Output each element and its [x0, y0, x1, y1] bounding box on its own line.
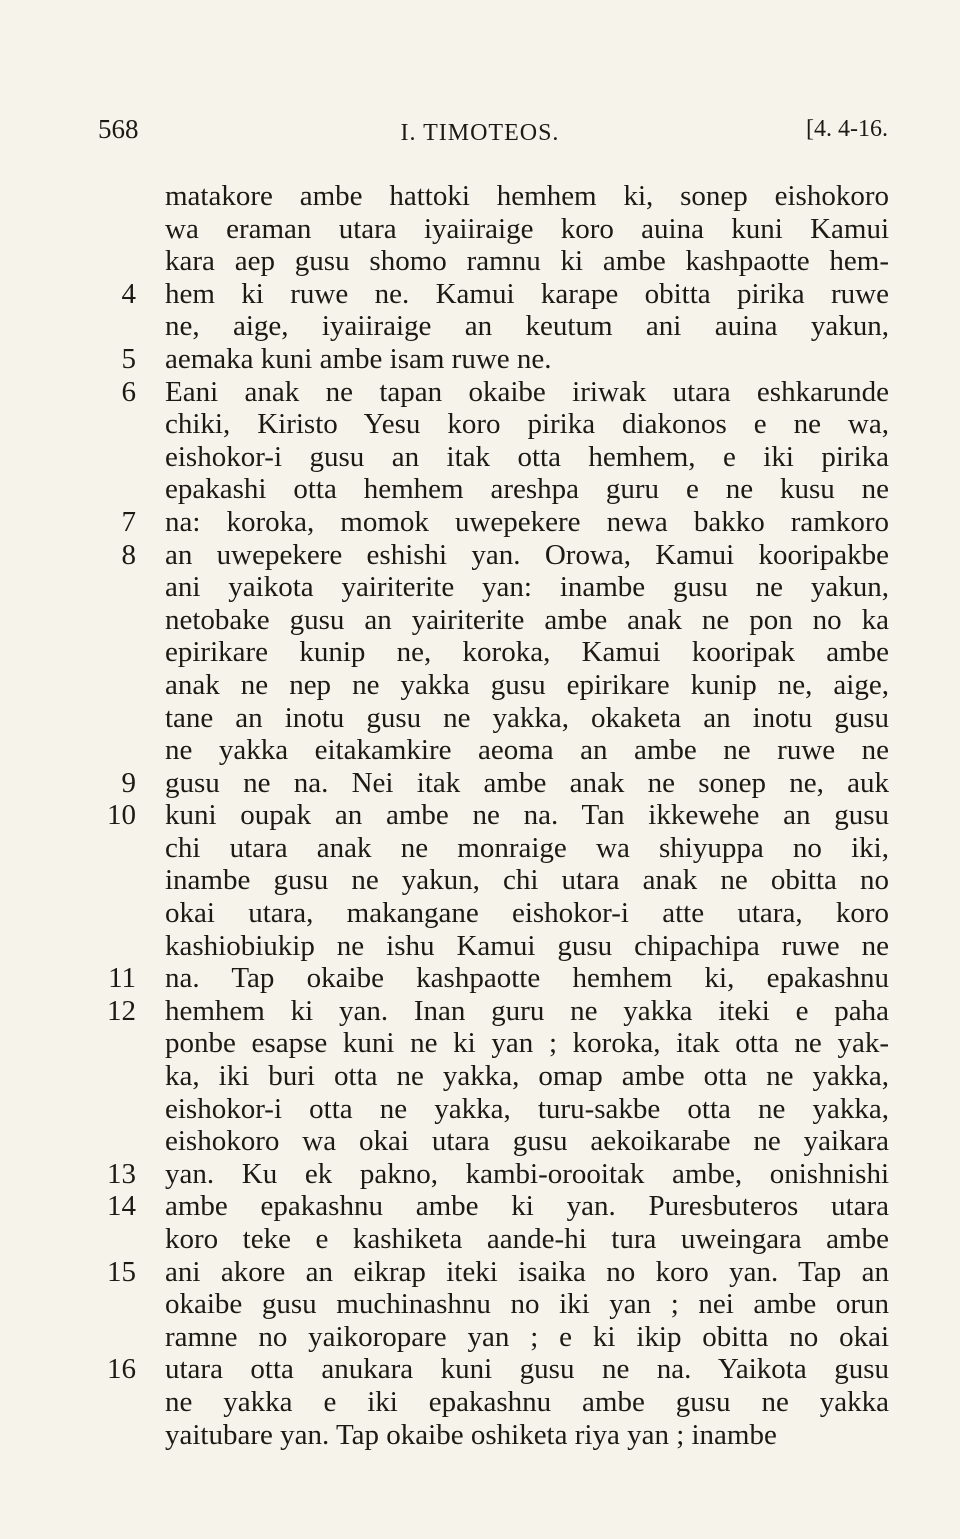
text-line	[0, 864, 960, 897]
text-line	[0, 1190, 960, 1223]
verse-number: 6	[121, 375, 136, 408]
text-line	[0, 636, 960, 669]
line-text: an uwepekere eshishi yan. Orowa, Kamui kooripakbe	[165, 538, 889, 571]
chapter-verse-reference: [4. 4-16.	[806, 116, 888, 142]
text-line	[0, 278, 960, 311]
running-title: I. TIMOTEOS.	[400, 120, 560, 146]
text-line	[0, 408, 960, 441]
line-text: hem ki ruwe ne. Kamui karape obitta pirika ruwe	[165, 277, 889, 310]
line-text: inambe gusu ne yakun, chi utara anak ne obitta no	[165, 864, 889, 897]
line-text: kashiobiukip ne ishu Kamui gusu chipachipa ruwe ne	[165, 929, 889, 962]
verse-number: 11	[108, 962, 136, 995]
verse-number: 13	[107, 1157, 136, 1190]
line-text: Eani anak ne tapan okaibe iriwak utara eshkarunde	[165, 375, 889, 408]
line-text: chiki, Kiristo Yesu koro pirika diakonos e ne wa,	[165, 408, 889, 441]
line-text: ne, aige, iyaiiraige an keutum ani auina yakun,	[165, 310, 889, 343]
line-text: netobake gusu an yairiterite ambe anak ne pon no ka	[165, 603, 889, 636]
line-text: eishokoro wa okai utara gusu aekoikarabe ne yaikara	[165, 1125, 889, 1158]
text-line	[0, 1321, 960, 1354]
line-text: ponbe esapse kuni ne ki yan ; koroka, itak otta ne yak-	[165, 1027, 889, 1060]
line-text: ramne no yaikoropare yan ; e ki ikip obitta no okai	[165, 1320, 889, 1353]
line-text: okai utara, makangane eishokor-i atte utara, koro	[165, 897, 889, 930]
text-line	[0, 376, 960, 409]
text-line	[0, 1093, 960, 1126]
text-line	[0, 930, 960, 963]
page-header	[0, 114, 960, 154]
text-line	[0, 245, 960, 278]
text-line	[0, 1256, 960, 1289]
line-text: kuni oupak an ambe ne na. Tan ikkewehe an gusu	[165, 799, 889, 832]
text-line	[0, 669, 960, 702]
line-text: eishokor-i gusu an itak otta hemhem, e iki pirika	[165, 440, 889, 473]
text-line	[0, 213, 960, 246]
text-line	[0, 897, 960, 930]
text-line	[0, 1386, 960, 1419]
text-line	[0, 734, 960, 767]
text-body	[0, 180, 960, 1451]
line-text: chi utara anak ne monraige wa shiyuppa no iki,	[165, 831, 889, 864]
line-text: hemhem ki yan. Inan guru ne yakka iteki e paha	[165, 994, 889, 1027]
text-line	[0, 1353, 960, 1386]
line-text: aemaka kuni ambe isam ruwe ne.	[165, 342, 552, 375]
text-line	[0, 441, 960, 474]
text-line	[0, 1419, 960, 1452]
line-text: epakashi otta hemhem areshpa guru e ne kusu ne	[165, 473, 889, 506]
line-text: utara otta anukara kuni gusu ne na. Yaikota gusu	[165, 1353, 889, 1386]
verse-number: 10	[107, 799, 136, 832]
text-line	[0, 343, 960, 376]
verse-number: 15	[107, 1255, 136, 1288]
line-text: gusu ne na. Nei itak ambe anak ne sonep ne, auk	[165, 766, 889, 799]
line-text: matakore ambe hattoki hemhem ki, sonep eishokoro	[165, 180, 889, 212]
verse-number: 12	[107, 994, 136, 1027]
line-text: ne yakka e iki epakashnu ambe gusu ne yakka	[165, 1385, 889, 1418]
line-text: eishokor-i otta ne yakka, turu-sakbe otta ne yakka,	[165, 1092, 889, 1125]
line-text: tane an inotu gusu ne yakka, okaketa an inotu gusu	[165, 701, 889, 734]
verse-number: 4	[121, 277, 136, 310]
text-line	[0, 1060, 960, 1093]
text-line	[0, 506, 960, 539]
line-text: anak ne nep ne yakka gusu epirikare kunip ne, aige,	[165, 668, 889, 701]
text-line	[0, 473, 960, 506]
line-text: wa eraman utara iyaiiraige koro auina kuni Kamui	[165, 212, 889, 245]
text-line	[0, 1288, 960, 1321]
verse-number: 5	[121, 342, 136, 375]
text-line	[0, 180, 960, 213]
text-line	[0, 1223, 960, 1256]
text-line	[0, 571, 960, 604]
text-line	[0, 702, 960, 735]
text-line	[0, 1158, 960, 1191]
line-text: ambe epakashnu ambe ki yan. Puresbuteros utara	[165, 1190, 889, 1223]
text-line	[0, 962, 960, 995]
line-text: okaibe gusu muchinashnu no iki yan ; nei ambe orun	[165, 1288, 889, 1321]
line-text: ne yakka eitakamkire aeoma an ambe ne ruwe ne	[165, 734, 889, 767]
text-line	[0, 995, 960, 1028]
line-text: na: koroka, momok uwepekere newa bakko ramkoro	[165, 505, 889, 538]
line-text: koro teke e kashiketa aande-hi tura uweingara ambe	[165, 1223, 889, 1255]
line-text: epirikare kunip ne, koroka, Kamui kooripak ambe	[165, 636, 889, 669]
line-text: ka, iki buri otta ne yakka, omap ambe otta ne yakka,	[165, 1060, 889, 1093]
verse-number: 8	[121, 538, 136, 571]
text-line	[0, 310, 960, 343]
verse-number: 9	[121, 766, 136, 799]
verse-number: 14	[107, 1190, 136, 1223]
text-line	[0, 799, 960, 832]
verse-number: 7	[121, 505, 136, 538]
line-text: na. Tap okaibe kashpaotte hemhem ki, epakashnu	[165, 962, 889, 995]
line-text: ani akore an eikrap iteki isaika no koro yan. Tap an	[165, 1255, 889, 1288]
line-text: ani yaikota yairiterite yan: inambe gusu ne yakun,	[165, 571, 889, 604]
verse-number: 16	[107, 1353, 136, 1386]
text-line	[0, 767, 960, 800]
line-text: kara aep gusu shomo ramnu ki ambe kashpaotte hem-	[165, 245, 889, 278]
line-text: yan. Ku ek pakno, kambi-orooitak ambe, onishnishi	[165, 1157, 889, 1190]
text-line	[0, 1125, 960, 1158]
text-line	[0, 832, 960, 865]
text-line	[0, 1027, 960, 1060]
text-line	[0, 604, 960, 637]
page-number: 568	[98, 114, 139, 144]
text-line	[0, 539, 960, 572]
line-text: yaitubare yan. Tap okaibe oshiketa riya yan ; inambe	[165, 1418, 777, 1451]
